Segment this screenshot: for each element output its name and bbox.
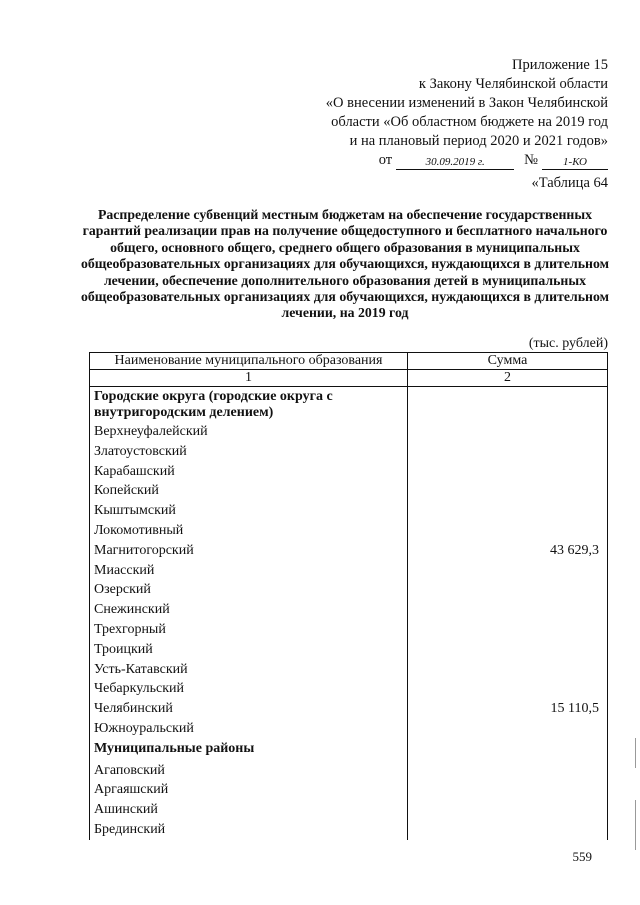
sum-cell bbox=[408, 501, 608, 521]
table-row bbox=[90, 462, 608, 482]
sum-cell bbox=[408, 780, 608, 800]
units-label: (тыс. рублей) bbox=[528, 336, 608, 351]
municipality-name-cell: Трехгорный bbox=[90, 620, 408, 640]
scan-edge-mark bbox=[635, 800, 636, 850]
sum-cell bbox=[408, 820, 608, 840]
sum-cell bbox=[408, 761, 608, 781]
municipality-name-cell: Карабашский bbox=[90, 462, 408, 482]
document-title: Распределение субвенций местным бюджетам на обеспечение государственных гарантий реализации прав на получение общедоступного и бесплатного начального общего, основного общего, среднего общего образования в муниципальных общеобразовательных организациях для обучающихся, нуждающихся в длительном лечении, обеспечение дополнительного образования детей в муниципальных общеобразовательных организациях для обучающихся, нуждающихся в длительном лечении, на 2019 год bbox=[80, 207, 610, 321]
sum-cell bbox=[408, 719, 608, 739]
table-header-number-row bbox=[90, 370, 608, 387]
table-body bbox=[90, 387, 608, 840]
date-number-line bbox=[268, 151, 608, 170]
municipality-name-cell: Агаповский bbox=[90, 761, 408, 781]
appendix-line: и на плановый период 2020 и 2021 годов» bbox=[349, 133, 608, 149]
table-row bbox=[90, 600, 608, 620]
table-row bbox=[90, 481, 608, 501]
table-label: «Таблица 64 bbox=[531, 175, 608, 191]
table-row bbox=[90, 561, 608, 581]
table-row bbox=[90, 820, 608, 840]
sum-cell bbox=[408, 600, 608, 620]
municipality-name-cell: Миасский bbox=[90, 561, 408, 581]
sum-cell bbox=[408, 442, 608, 462]
sum-cell: 15 110,5 bbox=[408, 699, 608, 719]
sum-cell bbox=[408, 561, 608, 581]
table-row bbox=[90, 521, 608, 541]
table-row bbox=[90, 780, 608, 800]
municipality-name-cell: Озерский bbox=[90, 580, 408, 600]
municipality-name-cell: Кыштымский bbox=[90, 501, 408, 521]
sum-cell bbox=[408, 422, 608, 442]
municipality-name-cell: Ашинский bbox=[90, 800, 408, 820]
column-number-2: 2 bbox=[408, 370, 608, 387]
municipality-name-cell: Магнитогорский bbox=[90, 541, 408, 561]
appendix-header bbox=[268, 56, 608, 170]
table-row bbox=[90, 620, 608, 640]
municipality-name-cell: Копейский bbox=[90, 481, 408, 501]
date-field: 30.09.2019 г. bbox=[396, 156, 514, 170]
municipality-name-cell: Чебаркульский bbox=[90, 679, 408, 699]
table-row bbox=[90, 761, 608, 781]
table-row bbox=[90, 660, 608, 680]
appendix-line: к Закону Челябинской области bbox=[418, 76, 608, 92]
appendix-line: области «Об областном бюджете на 2019 год bbox=[331, 114, 608, 130]
table-row bbox=[90, 719, 608, 739]
sum-cell bbox=[408, 679, 608, 699]
number-prefix: № bbox=[524, 152, 538, 168]
group-header-row bbox=[90, 387, 608, 423]
column-number-1: 1 bbox=[90, 370, 408, 387]
municipality-name-cell: Златоустовский bbox=[90, 442, 408, 462]
subvention-table bbox=[89, 352, 608, 840]
date-prefix: от bbox=[378, 152, 393, 168]
sum-cell bbox=[408, 640, 608, 660]
sum-cell bbox=[408, 521, 608, 541]
table-row bbox=[90, 580, 608, 600]
municipality-name-cell: Локомотивный bbox=[90, 521, 408, 541]
scan-edge-mark bbox=[635, 738, 636, 768]
sum-cell: 43 629,3 bbox=[408, 541, 608, 561]
table-row bbox=[90, 541, 608, 561]
municipality-name-cell: Троицкий bbox=[90, 640, 408, 660]
sum-cell bbox=[408, 620, 608, 640]
column-header-sum: Сумма bbox=[408, 353, 608, 370]
table-row bbox=[90, 699, 608, 719]
table-row bbox=[90, 640, 608, 660]
appendix-line: Приложение 15 bbox=[512, 57, 608, 73]
sum-cell bbox=[408, 800, 608, 820]
column-header-name: Наименование муниципального образования bbox=[90, 353, 408, 370]
appendix-line: «О внесении изменений в Закон Челябинской bbox=[325, 95, 608, 111]
table-row bbox=[90, 501, 608, 521]
subvention-table-wrapper bbox=[89, 352, 607, 840]
municipality-name-cell: Снежинский bbox=[90, 600, 408, 620]
sum-cell bbox=[408, 739, 608, 761]
sum-cell bbox=[408, 462, 608, 482]
table-row bbox=[90, 679, 608, 699]
municipality-name-cell: Южноуральский bbox=[90, 719, 408, 739]
group-name-cell: Муниципальные районы bbox=[90, 739, 408, 761]
table-row bbox=[90, 800, 608, 820]
municipality-name-cell: Аргаяшский bbox=[90, 780, 408, 800]
group-header-row bbox=[90, 739, 608, 761]
municipality-name-cell: Верхнеуфалейский bbox=[90, 422, 408, 442]
table-row bbox=[90, 442, 608, 462]
municipality-name-cell: Брединский bbox=[90, 820, 408, 840]
group-name-cell: Городские округа (городские округа с внутригородским делением) bbox=[90, 387, 408, 423]
municipality-name-cell: Усть-Катавский bbox=[90, 660, 408, 680]
sum-cell bbox=[408, 580, 608, 600]
sum-cell bbox=[408, 481, 608, 501]
table-row bbox=[90, 422, 608, 442]
sum-cell bbox=[408, 387, 608, 423]
page-number: 559 bbox=[572, 849, 592, 864]
table-header-row bbox=[90, 353, 608, 370]
sum-cell bbox=[408, 660, 608, 680]
number-field: 1-КО bbox=[542, 156, 608, 170]
municipality-name-cell: Челябинский bbox=[90, 699, 408, 719]
